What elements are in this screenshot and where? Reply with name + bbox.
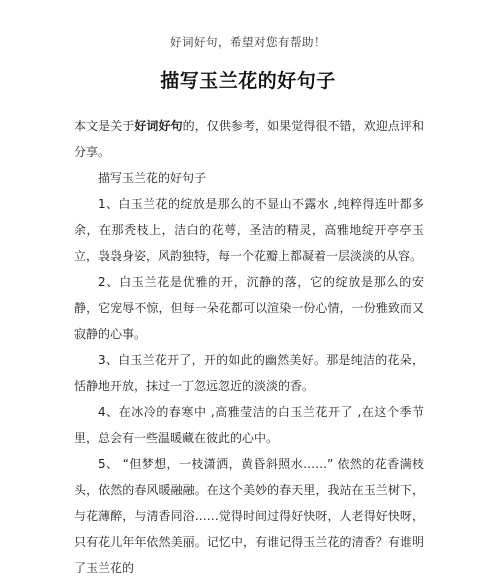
intro-text-after: 的，仅供参考，如果觉得很不错，欢迎点评和分享。 <box>74 119 424 159</box>
article-subtitle: 描写玉兰花的好句子 <box>98 171 207 185</box>
paragraph-3: 3、白玉兰花开了，开的如此的幽然美好。那是纯洁的花朵，恬静地开放，抹过一丁忽远忽近的淡淡的香。 <box>74 353 424 393</box>
intro-text-before: 本文是关于 <box>74 119 135 133</box>
paragraph-5: 5、 “但梦想，一枝潇洒，黄昏斜照水……” 依然的花香满枝头，依然的春风暖融融。在这个美妙的春天里，我站在玉兰树下，与花薄醉，与清香同浴……觉得时间过得好快呀，人老得好快呀，只有花儿年年依然美丽。记忆中，有谁记得玉兰花的清香？有谁明了玉兰花的 <box>74 457 424 575</box>
article-body <box>74 113 424 581</box>
paragraph-1: 1、白玉兰花的绽放是那么的不显山不露水 ,纯粹得连叶都多余，在那秃枝上，洁白的花萼，圣洁的精灵，高雅地绽开亭亭玉立，袅袅身姿，风韵独特，每一个花瓣上都凝着一层淡淡的从容。 <box>74 197 424 263</box>
intro-keyword: 好词好句 <box>134 119 183 133</box>
intro-paragraph <box>74 113 424 165</box>
paragraph-2: 2、白玉兰花是优雅的开，沉静的落，它的绽放是那么的安静，它宠辱不惊，但每一朵花都可以渲染一份心情，一份雅致而又寂静的心事。 <box>74 275 424 341</box>
page-title: 描写玉兰花的好句子 <box>160 70 336 92</box>
header-note: 好词好句，希望对您有帮助！ <box>170 35 326 49</box>
paragraph-4: 4、在冰冷的春寒中 ,高雅莹洁的白玉兰花开了 ,在这个季节里，总会有一些温暖藏在彼此的心中。 <box>74 405 424 445</box>
